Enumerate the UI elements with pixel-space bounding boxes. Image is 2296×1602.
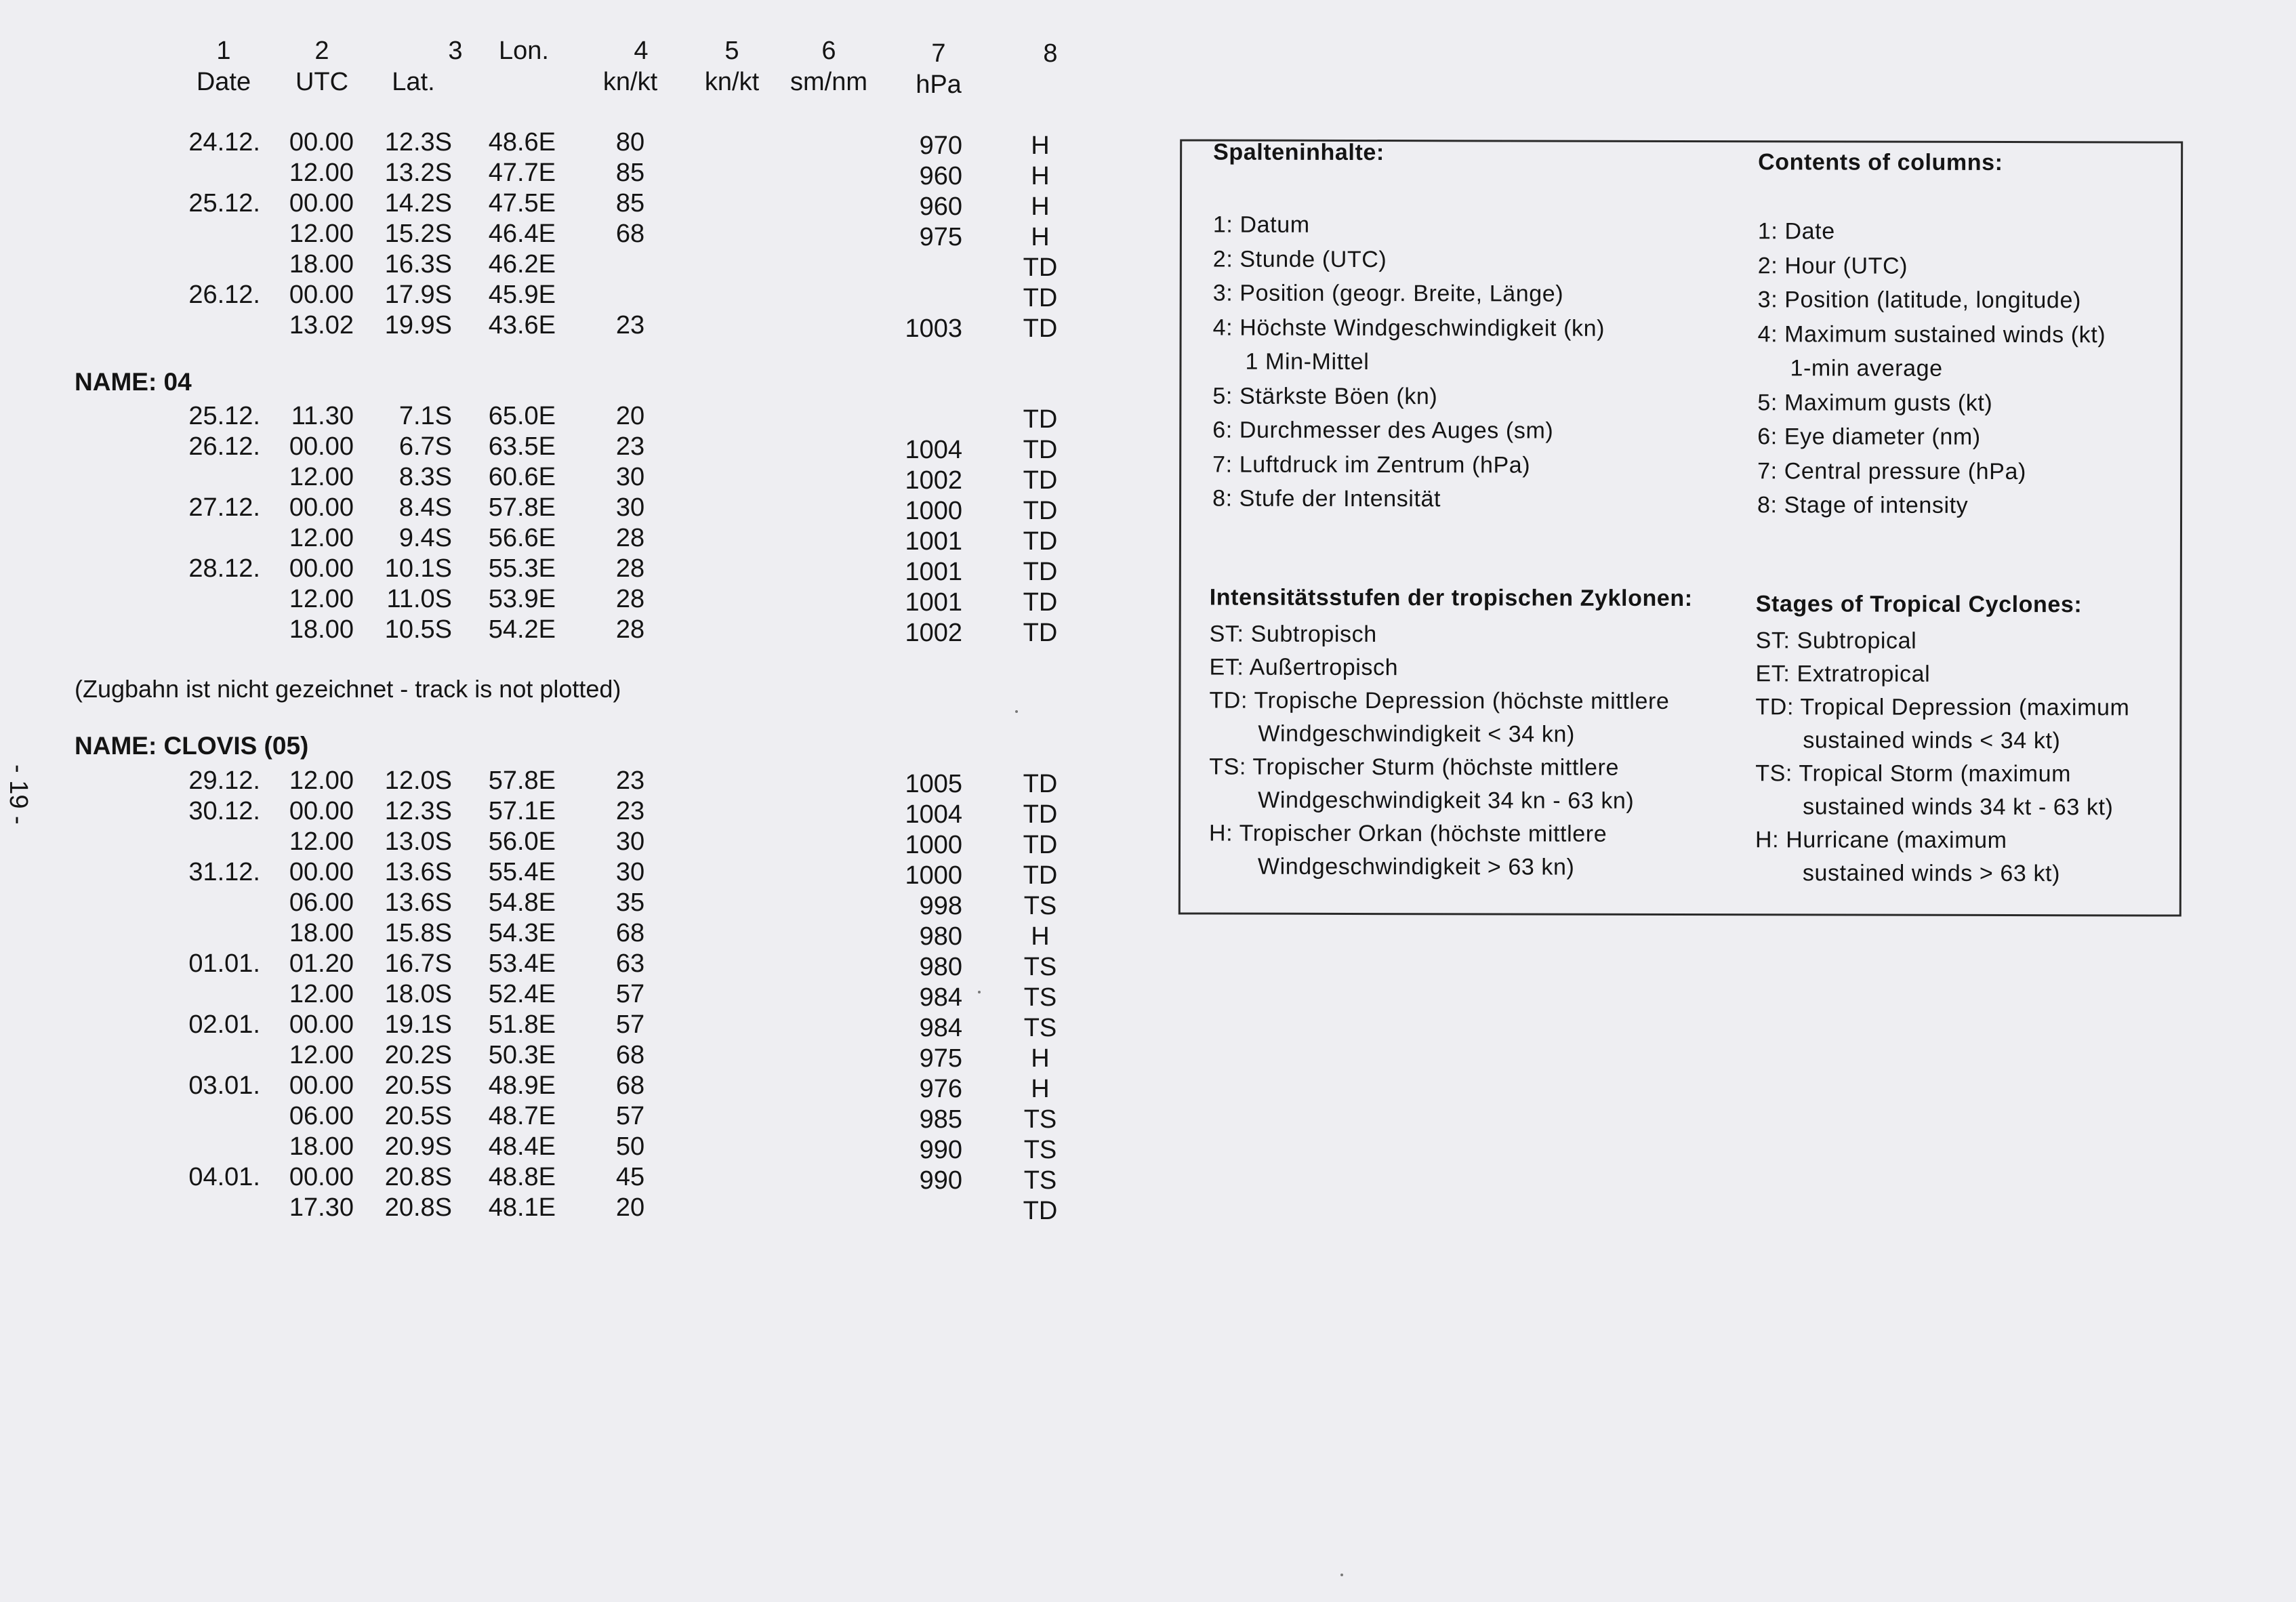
legend-line: ST: Subtropical (1755, 628, 1917, 654)
cell-utc: 00.00 (289, 128, 354, 157)
cell-lon: 54.8E (488, 888, 556, 917)
cell-lat: 19.1S (384, 1010, 452, 1039)
legend-line: 1 Min-Mittel (1245, 348, 1370, 375)
legend-line: Windgeschwindigkeit > 63 kn) (1257, 853, 1575, 880)
column-number: 5 (724, 37, 739, 65)
cell-lon: 55.4E (488, 858, 556, 886)
cell-lon: 52.4E (488, 980, 556, 1008)
cell-wind: 20 (615, 402, 645, 430)
cell-date: 29.12. (188, 766, 260, 795)
cell-utc: 01.20 (289, 949, 354, 978)
table-row (0, 523, 1152, 554)
table-row (0, 979, 1152, 1010)
legend-line: TS: Tropical Storm (maximum (1755, 760, 2072, 787)
table-row (0, 796, 1152, 827)
cell-lat: 11.0S (386, 585, 452, 613)
cell-utc: 12.00 (289, 220, 354, 248)
cell-wind: 68 (615, 1041, 645, 1069)
cell-hpa: 1001 (905, 527, 962, 556)
cell-stage: TD (1023, 405, 1058, 434)
cell-utc: 18.00 (289, 250, 354, 279)
cell-stage: TD (1023, 861, 1058, 890)
legend-line: 5: Maximum gusts (kt) (1757, 389, 1993, 416)
cell-date: 26.12. (188, 281, 260, 309)
cell-utc: 00.00 (289, 1163, 354, 1191)
cell-hpa: 970 (919, 131, 962, 160)
cell-utc: 00.00 (289, 797, 354, 825)
legend-line: 1: Datum (1212, 211, 1310, 238)
table-row (0, 188, 1152, 219)
table-row (0, 888, 1152, 918)
cell-wind: 68 (615, 220, 645, 248)
column-number: 4 (634, 37, 649, 65)
cell-stage: TD (1023, 284, 1058, 312)
cell-date: 26.12. (188, 432, 260, 461)
table-row (0, 766, 1152, 796)
cell-lon: 47.7E (488, 159, 556, 187)
table-row (0, 857, 1152, 888)
table-row (0, 1132, 1152, 1162)
cell-lat: 17.9S (384, 281, 452, 309)
legend-line: H: Tropischer Orkan (höchste mittlere (1209, 820, 1607, 847)
cell-lat: 16.7S (384, 949, 452, 978)
cell-hpa: 1000 (905, 497, 962, 525)
table-row (0, 1040, 1152, 1071)
legend-line: 8: Stage of intensity (1757, 492, 1969, 518)
cell-lat: 20.9S (384, 1132, 452, 1161)
cell-stage: TS (1023, 953, 1057, 981)
column-header-utc (288, 35, 356, 98)
scan-speck (1340, 1574, 1343, 1576)
cell-lon: 57.8E (488, 493, 556, 522)
column-number: 7 (931, 39, 946, 68)
cell-wind: 20 (615, 1193, 645, 1222)
cell-hpa: 1003 (905, 314, 962, 343)
cell-wind: 30 (615, 463, 645, 491)
cell-utc: 18.00 (289, 1132, 354, 1161)
cell-utc: 12.00 (289, 463, 354, 491)
column-label: UTC (295, 68, 349, 96)
cell-hpa: 1000 (905, 861, 962, 890)
cell-lat: 18.0S (384, 980, 452, 1008)
cell-hpa: 976 (919, 1075, 962, 1103)
cell-lat: 20.8S (384, 1193, 452, 1222)
column-header-gusts (698, 35, 766, 98)
cell-lon: 45.9E (488, 281, 556, 309)
cell-lon: 43.6E (488, 311, 556, 340)
cell-date: 04.01. (188, 1163, 260, 1191)
cell-lat: 6.7S (398, 432, 452, 461)
table-row (0, 949, 1152, 979)
cell-lat: 14.2S (384, 189, 452, 218)
table-row (0, 827, 1152, 857)
cell-wind: 50 (615, 1132, 645, 1161)
legend-line: sustained winds 34 kt - 63 kt) (1803, 794, 2114, 821)
cell-stage: TD (1023, 314, 1058, 343)
cell-stage: TD (1023, 436, 1058, 464)
cell-hpa: 1005 (905, 770, 962, 798)
cell-utc: 18.00 (289, 615, 354, 644)
cell-lon: 48.6E (488, 128, 556, 157)
cell-wind: 28 (615, 585, 645, 613)
cell-utc: 00.00 (289, 554, 354, 583)
cell-hpa: 985 (919, 1105, 962, 1134)
legend-title-de: Spalteninhalte: (1213, 139, 1385, 166)
cell-date: 01.01. (188, 949, 260, 978)
cell-date: 31.12. (188, 858, 260, 886)
cell-lon: 48.8E (488, 1163, 556, 1191)
table-row (0, 432, 1152, 462)
legend-line: H: Hurricane (maximum (1755, 827, 2007, 854)
table-row (0, 615, 1152, 645)
cell-lat: 12.3S (384, 797, 452, 825)
cell-hpa: 960 (919, 192, 962, 221)
scan-speck (1015, 710, 1018, 713)
cell-lon: 50.3E (488, 1041, 556, 1069)
column-label: sm/nm (790, 68, 867, 96)
column-header-lat (380, 35, 463, 98)
stages-title-en: Stages of Tropical Cyclones: (1755, 591, 2083, 618)
cell-hpa: 975 (919, 223, 962, 251)
cell-wind: 85 (615, 189, 645, 218)
cell-stage: TD (1023, 1197, 1058, 1225)
table-row (0, 462, 1152, 493)
table-row (0, 249, 1152, 280)
cell-wind: 63 (615, 949, 645, 978)
cell-lat: 7.1S (398, 402, 452, 430)
cell-stage: H (1031, 131, 1050, 160)
cell-lon: 53.4E (488, 949, 556, 978)
legend-line: 4: Höchste Windgeschwindigkeit (kn) (1212, 314, 1605, 342)
cell-utc: 00.00 (289, 493, 354, 522)
column-label: hPa (916, 70, 962, 99)
legend-title-en: Contents of columns: (1758, 149, 2003, 176)
cell-date: 25.12. (188, 189, 260, 218)
column-number: 3 (448, 37, 463, 65)
cell-hpa: 1000 (905, 831, 962, 859)
cell-lon: 57.8E (488, 766, 556, 795)
table-row (0, 401, 1152, 432)
legend-line: 7: Luftdruck im Zentrum (hPa) (1212, 451, 1531, 478)
legend-line: 8: Stufe der Intensität (1212, 485, 1441, 512)
cell-date: 30.12. (188, 797, 260, 825)
cell-date: 25.12. (188, 402, 260, 430)
cell-hpa: 1001 (905, 588, 962, 617)
cell-lat: 13.6S (384, 888, 452, 917)
cell-stage: TD (1023, 588, 1058, 617)
column-number: 2 (314, 37, 329, 65)
cell-hpa: 1001 (905, 558, 962, 586)
cell-lon: 46.4E (488, 220, 556, 248)
cell-hpa: 1004 (905, 436, 962, 464)
cell-hpa: 990 (919, 1166, 962, 1195)
column-header-date (190, 35, 258, 98)
legend-line: sustained winds > 63 kt) (1802, 860, 2061, 887)
legend-line: TD: Tropical Depression (maximum (1755, 694, 2130, 721)
legend-line: ST: Subtropisch (1209, 621, 1377, 648)
cell-hpa: 980 (919, 922, 962, 951)
cell-hpa: 1004 (905, 800, 962, 829)
legend-line: 4: Maximum sustained winds (kt) (1757, 321, 2106, 348)
cell-stage: TS (1023, 1014, 1057, 1042)
cell-stage: TD (1023, 527, 1058, 556)
legend-line: sustained winds < 34 kt) (1803, 727, 2061, 754)
cell-wind: 85 (615, 159, 645, 187)
column-number: 8 (1043, 39, 1058, 68)
cell-utc: 00.00 (289, 432, 354, 461)
cell-lon: 65.0E (488, 402, 556, 430)
cell-lon: 54.3E (488, 919, 556, 947)
cell-wind: 23 (615, 432, 645, 461)
legend-line: ET: Außertropisch (1209, 654, 1399, 681)
column-label: kn/kt (602, 68, 658, 96)
cell-lon: 53.9E (488, 585, 556, 613)
track-note: (Zugbahn ist nicht gezeichnet - track is not plotted) (75, 675, 621, 703)
table-row (0, 1193, 1152, 1223)
cell-lat: 12.3S (384, 128, 452, 157)
cell-utc: 17.30 (289, 1193, 354, 1222)
column-number: 1 (216, 37, 231, 65)
legend-line: Windgeschwindigkeit < 34 kn) (1258, 720, 1575, 747)
cell-lon: 47.5E (488, 189, 556, 218)
cell-utc: 06.00 (289, 1102, 354, 1130)
cell-date: 02.01. (188, 1010, 260, 1039)
cell-wind: 68 (615, 919, 645, 947)
table-row (0, 554, 1152, 584)
cell-utc: 18.00 (289, 919, 354, 947)
cell-stage: TD (1023, 558, 1058, 586)
cyclone-name: NAME: CLOVIS (05) (75, 732, 309, 760)
cell-lat: 10.5S (384, 615, 452, 644)
cell-stage: TD (1023, 770, 1058, 798)
table-row (0, 1162, 1152, 1193)
cell-hpa: 990 (919, 1136, 962, 1164)
cell-wind: 80 (615, 128, 645, 157)
cell-hpa: 998 (919, 892, 962, 920)
cell-wind: 28 (615, 554, 645, 583)
cell-lon: 48.7E (488, 1102, 556, 1130)
cell-lat: 16.3S (384, 250, 452, 279)
table-row (0, 127, 1152, 158)
cell-wind: 28 (615, 524, 645, 552)
table-row (0, 918, 1152, 949)
cell-wind: 57 (615, 1010, 645, 1039)
cell-stage: TS (1023, 1166, 1057, 1195)
cell-utc: 11.30 (291, 402, 354, 430)
cell-utc: 12.00 (289, 585, 354, 613)
cell-stage: H (1031, 162, 1050, 190)
column-label: Date (196, 68, 251, 96)
cell-lon: 60.6E (488, 463, 556, 491)
column-header-eye (786, 35, 872, 98)
cell-utc: 00.00 (289, 281, 354, 309)
cell-lon: 56.6E (488, 524, 556, 552)
cell-stage: H (1031, 192, 1050, 221)
cell-utc: 12.00 (289, 766, 354, 795)
cell-stage: TS (1023, 983, 1057, 1012)
cell-utc: 00.00 (289, 1010, 354, 1039)
cell-stage: TD (1023, 831, 1058, 859)
cell-wind: 30 (615, 858, 645, 886)
cell-lon: 48.4E (488, 1132, 556, 1161)
cell-lon: 63.5E (488, 432, 556, 461)
legend-line: 2: Hour (UTC) (1757, 252, 1908, 279)
legend-line: 6: Eye diameter (nm) (1757, 424, 1981, 450)
column-number: 6 (821, 37, 836, 65)
table-row (0, 584, 1152, 615)
legend-line: Windgeschwindigkeit 34 kn - 63 kn) (1258, 787, 1635, 814)
cell-lat: 15.8S (384, 919, 452, 947)
cell-stage: TD (1023, 619, 1058, 647)
table-row (0, 1071, 1152, 1101)
cell-stage: TD (1023, 466, 1058, 495)
cell-utc: 12.00 (289, 159, 354, 187)
legend-line: 1: Date (1757, 218, 1835, 245)
cell-utc: 00.00 (289, 189, 354, 218)
cell-stage: TD (1023, 800, 1058, 829)
cell-utc: 12.00 (289, 980, 354, 1008)
cell-lat: 13.2S (384, 159, 452, 187)
cell-lat: 12.0S (384, 766, 452, 795)
cell-wind: 68 (615, 1071, 645, 1100)
cell-stage: TD (1023, 253, 1058, 282)
cell-lat: 20.2S (384, 1041, 452, 1069)
column-header-pressure (905, 38, 972, 100)
cell-lat: 13.0S (384, 827, 452, 856)
cell-utc: 12.00 (289, 524, 354, 552)
cell-lon: 56.0E (488, 827, 556, 856)
cell-lat: 20.5S (384, 1071, 452, 1100)
column-label: Lat. (392, 68, 435, 96)
cell-wind: 45 (615, 1163, 645, 1191)
legend-line: ET: Extratropical (1755, 661, 1931, 687)
legend-line: TS: Tropischer Sturm (höchste mittlere (1209, 754, 1620, 781)
table-row (0, 219, 1152, 249)
cell-lon: 55.3E (488, 554, 556, 583)
table-row (0, 493, 1152, 523)
cell-stage: TS (1023, 1105, 1057, 1134)
cell-lat: 13.6S (384, 858, 452, 886)
legend-line: 3: Position (geogr. Breite, Länge) (1212, 280, 1564, 307)
column-header-lon (490, 35, 558, 66)
cell-hpa: 980 (919, 953, 962, 981)
cell-wind: 57 (615, 1102, 645, 1130)
cell-hpa: 984 (919, 1014, 962, 1042)
cell-lat: 19.9S (384, 311, 452, 340)
cell-hpa: 975 (919, 1044, 962, 1073)
cell-lat: 20.8S (384, 1163, 452, 1191)
legend-line: 5: Stärkste Böen (kn) (1212, 383, 1438, 409)
stages-title-de: Intensitätsstufen der tropischen Zyklonen: (1209, 584, 1693, 612)
cell-lat: 8.4S (398, 493, 452, 522)
cell-date: 24.12. (188, 128, 260, 157)
cell-wind: 23 (615, 311, 645, 340)
cell-wind: 30 (615, 827, 645, 856)
cell-wind: 23 (615, 766, 645, 795)
cell-wind: 35 (615, 888, 645, 917)
cell-stage: H (1031, 922, 1050, 951)
table-row (0, 280, 1152, 310)
cell-lat: 15.2S (384, 220, 452, 248)
table-row (0, 158, 1152, 188)
cell-utc: 12.00 (289, 827, 354, 856)
cyclone-name: NAME: 04 (75, 368, 192, 396)
cell-hpa: 1002 (905, 466, 962, 495)
cell-stage: TS (1023, 1136, 1057, 1164)
cell-stage: H (1031, 223, 1050, 251)
legend-line: 1-min average (1790, 355, 1943, 382)
table-row (0, 310, 1152, 341)
column-label: kn/kt (704, 68, 760, 96)
cell-lon: 57.1E (488, 797, 556, 825)
legend-line: 7: Central pressure (hPa) (1757, 457, 2026, 485)
cell-hpa: 960 (919, 162, 962, 190)
column-label: Lon. (499, 37, 549, 65)
cell-hpa: 1002 (905, 619, 962, 647)
cell-hpa: 984 (919, 983, 962, 1012)
legend-line: 3: Position (latitude, longitude) (1757, 287, 2081, 314)
cell-lat: 9.4S (398, 524, 452, 552)
cell-lon: 46.2E (488, 250, 556, 279)
cell-stage: H (1031, 1075, 1050, 1103)
cell-stage: TD (1023, 497, 1058, 525)
table-row (0, 1010, 1152, 1040)
column-header-stage (1020, 38, 1081, 69)
cell-stage: TS (1023, 892, 1057, 920)
cell-date: 03.01. (188, 1071, 260, 1100)
cell-lat: 8.3S (398, 463, 452, 491)
table-row (0, 1101, 1152, 1132)
cell-wind: 30 (615, 493, 645, 522)
cell-utc: 13.02 (289, 311, 354, 340)
legend-line: 2: Stunde (UTC) (1212, 246, 1387, 272)
cell-lat: 20.5S (384, 1102, 452, 1130)
cell-wind: 23 (615, 797, 645, 825)
cell-lat: 10.1S (384, 554, 452, 583)
legend-line: TD: Tropische Depression (höchste mittlere (1209, 687, 1670, 714)
legend-line: 6: Durchmesser des Auges (sm) (1212, 417, 1554, 444)
cell-date: 27.12. (188, 493, 260, 522)
cell-wind: 57 (615, 980, 645, 1008)
cell-stage: H (1031, 1044, 1050, 1073)
cell-utc: 12.00 (289, 1041, 354, 1069)
legend-box (1178, 139, 2183, 916)
cell-lon: 48.9E (488, 1071, 556, 1100)
cell-utc: 00.00 (289, 1071, 354, 1100)
cell-lon: 51.8E (488, 1010, 556, 1039)
page-number: - 19 - (4, 764, 33, 825)
cell-utc: 06.00 (289, 888, 354, 917)
column-header-wind (596, 35, 664, 98)
scan-speck (978, 991, 981, 993)
cell-wind: 28 (615, 615, 645, 644)
cell-lon: 54.2E (488, 615, 556, 644)
cell-date: 28.12. (188, 554, 260, 583)
cell-utc: 00.00 (289, 858, 354, 886)
cell-lon: 48.1E (488, 1193, 556, 1222)
